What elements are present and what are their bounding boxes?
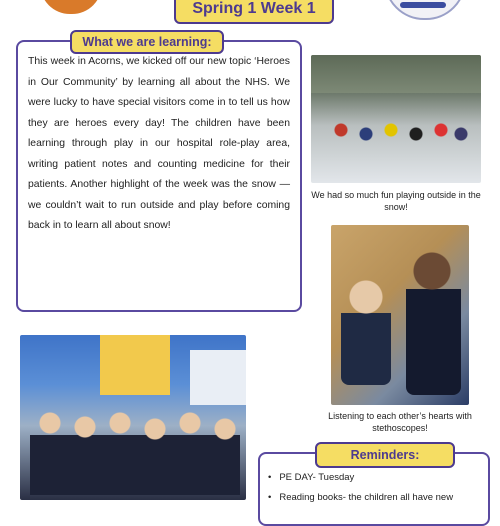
week-label: Spring 1 Week 1 [174, 0, 334, 24]
reminders-heading: Reminders: [315, 442, 455, 468]
stethoscope-photo [331, 225, 469, 405]
learning-body: This week in Acorns, we kicked off our new topic ‘Heroes in Our Community’ by learning all about the NHS. We were lucky to have special visitors come in to tell us how they are heroes every day! The children have been learning through play in our hospital role-play area, writing patient notes and counting medicine for their patients. Another highlight of the week was the snow — we couldn’t wait to run outside and play before coming back in to learn all about snow! [28, 56, 290, 231]
class-photo [20, 335, 246, 500]
school-logo-left [40, 0, 102, 14]
reminder-item: • Reading books- the children all have new [268, 488, 482, 508]
school-logo-right [384, 0, 466, 20]
photo-board [190, 350, 246, 405]
learning-heading: What we are learning: [70, 30, 224, 54]
photo-child [406, 245, 461, 395]
photo-children [331, 120, 471, 160]
stethoscope-photo-caption: Listening to each other’s hearts with stethoscopes! [328, 411, 472, 433]
photo-wall-display [100, 335, 170, 395]
reminder-item: • PE DAY- Tuesday [268, 468, 482, 488]
reminders-list [268, 468, 482, 508]
snow-photo-caption: We had so much fun playing outside in the snow! [311, 190, 481, 212]
photo-children [30, 405, 240, 495]
photo-child [341, 275, 391, 385]
photo-trees [311, 55, 481, 93]
snow-photo [311, 55, 481, 183]
